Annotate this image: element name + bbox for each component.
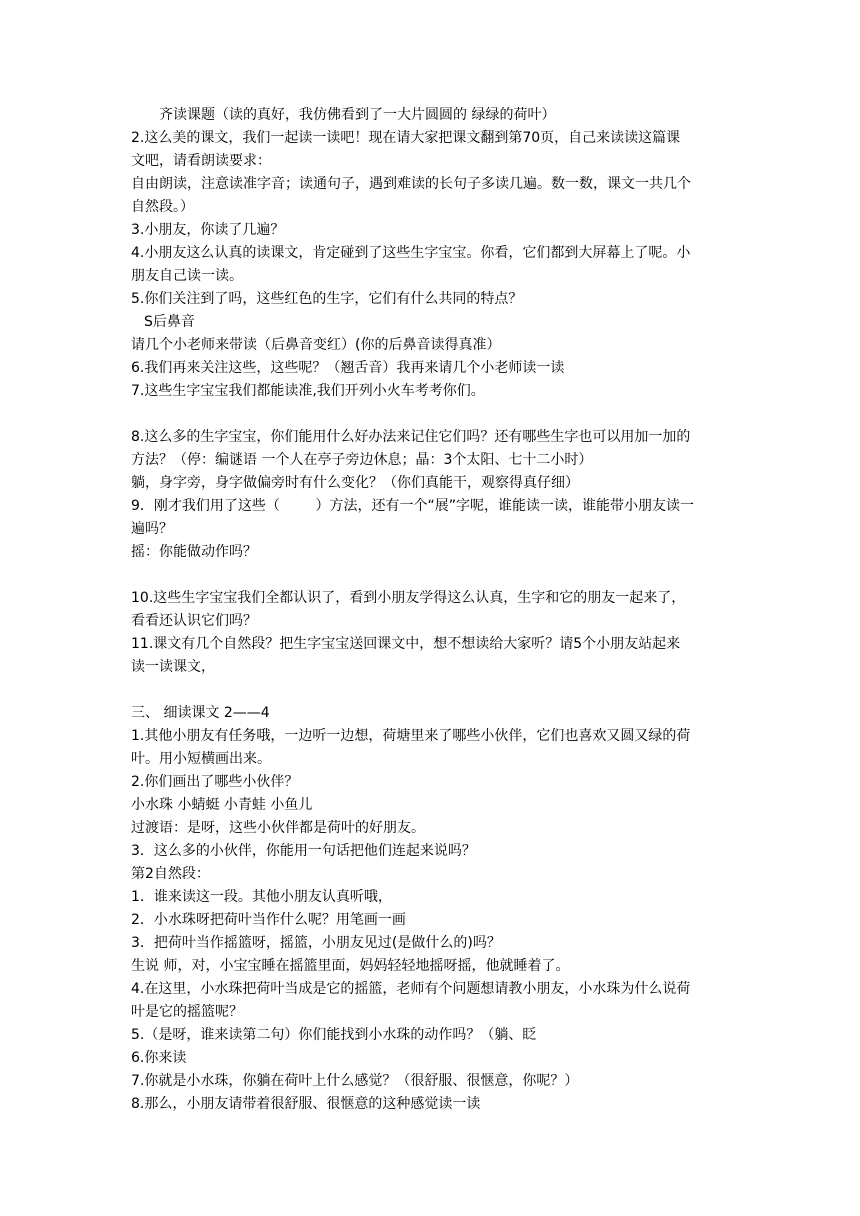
text-line: 2.这么美的课文，我们一起读一读吧！现在请大家把课文翻到第70页，自己来读读这篇课 bbox=[131, 130, 681, 146]
text-line: 7.你就是小水珠，你躺在荷叶上什么感觉？（很舒服、很惬意，你呢？） bbox=[131, 1073, 579, 1089]
text-line: 躺，身字旁，身字做偏旁时有什么变化？（你们真能干，观察得真仔细） bbox=[131, 475, 579, 491]
text-line: 遍吗？ bbox=[131, 521, 173, 537]
text-line: 3.小朋友，你读了几遍？ bbox=[131, 222, 285, 238]
text-line: 过渡语：是呀，这些小伙伴都是荷叶的好朋友。 bbox=[131, 820, 425, 836]
text-line: 看看还认识它们吗？ bbox=[131, 613, 257, 629]
text-line: 朋友自己读一读。 bbox=[131, 268, 243, 284]
text-line: 叶是它的摇篮呢？ bbox=[131, 1004, 243, 1020]
text-line: 小水珠 小蜻蜓 小青蛙 小鱼儿 bbox=[131, 797, 313, 813]
text-line: 9．刚才我们用了这些（ ）方法，还有一个“展”字呢，谁能读一读，谁能带小朋友读一 bbox=[131, 498, 695, 514]
text-line: 2.你们画出了哪些小伙伴？ bbox=[131, 774, 299, 790]
blank-line bbox=[131, 403, 731, 426]
text-line: 4.在这里，小水珠把荷叶当成是它的摇篮，老师有个问题想请教小朋友，小水珠为什么说荷 bbox=[131, 981, 691, 997]
text-line: 自由朗读，注意读准字音；读通句子，遇到难读的长句子多读几遍。数一数，课文一共几个 bbox=[131, 176, 691, 192]
text-line: 6.我们再来关注这些，这些呢？（翘舌音）我再来请几个小老师读一读 bbox=[131, 360, 565, 376]
text-line: 文吧，请看朗读要求： bbox=[131, 153, 271, 169]
text-line: 读一读课文， bbox=[131, 659, 215, 675]
text-line: 自然段。） bbox=[131, 199, 194, 215]
text-line: 请几个小老师来带读（后鼻音变红）(你的后鼻音读得真准） bbox=[131, 337, 501, 353]
text-line: 5.你们关注到了吗，这些红色的生字，它们有什么共同的特点？ bbox=[131, 291, 523, 307]
text-line: S后鼻音 bbox=[144, 314, 195, 330]
text-line: 生说 师，对，小宝宝睡在摇篮里面，妈妈轻轻地摇呀摇，他就睡着了。 bbox=[131, 958, 570, 974]
text-line: 6.你来读 bbox=[131, 1050, 187, 1066]
text-line: 8.这么多的生字宝宝，你们能用什么好办法来记住它们吗？还有哪些生字也可以用加一加的 bbox=[131, 429, 691, 445]
text-line: 5.（是呀，谁来读第二句）你们能找到小水珠的动作吗？（躺、眨 bbox=[131, 1027, 537, 1043]
text-line: 叶。用小短横画出来。 bbox=[131, 751, 271, 767]
blank-line bbox=[131, 564, 731, 587]
section-heading: 三、 细读课文 2——4 bbox=[131, 705, 270, 721]
text-line: 方法？（停：编谜语 一个人在亭子旁边休息；晶：3个太阳、七十二小时） bbox=[131, 452, 593, 468]
text-line: 1．谁来读这一段。其他小朋友认真听哦， bbox=[131, 889, 392, 905]
text-line: 摇：你能做动作吗？ bbox=[131, 544, 257, 560]
text-line: 齐读课题（读的真好，我仿佛看到了一大片圆圆的 绿绿的荷叶） bbox=[159, 107, 556, 123]
blank-line bbox=[131, 679, 731, 702]
text-line: 7.这些生字宝宝我们都能读准,我们开列小火车考考你们。 bbox=[131, 383, 485, 399]
text-line: 3．把荷叶当作摇篮呀，摇篮，小朋友见过(是做什么的)吗？ bbox=[131, 935, 501, 951]
text-line: 4.小朋友这么认真的读课文，肯定碰到了这些生字宝宝。你看，它们都到大屏幕上了呢。小 bbox=[131, 245, 691, 261]
text-line: 2．小水珠呀把荷叶当作什么呢？用笔画一画 bbox=[131, 912, 406, 928]
text-line: 第2自然段： bbox=[131, 866, 210, 882]
text-line: 3．这么多的小伙伴，你能用一句话把他们连起来说吗？ bbox=[131, 843, 476, 859]
text-line: 8.那么，小朋友请带着很舒服、很惬意的这种感觉读一读 bbox=[131, 1096, 481, 1112]
document-body bbox=[131, 104, 731, 1116]
text-line: 11.课文有几个自然段？把生字宝宝送回课文中，想不想读给大家听？请5个小朋友站起来 bbox=[131, 636, 681, 652]
text-line: 1.其他小朋友有任务哦，一边听一边想，荷塘里来了哪些小伙伴，它们也喜欢又圆又绿的荷 bbox=[131, 728, 691, 744]
text-line: 10.这些生字宝宝我们全都认识了，看到小朋友学得这么认真，生字和它的朋友一起来了， bbox=[131, 590, 686, 606]
